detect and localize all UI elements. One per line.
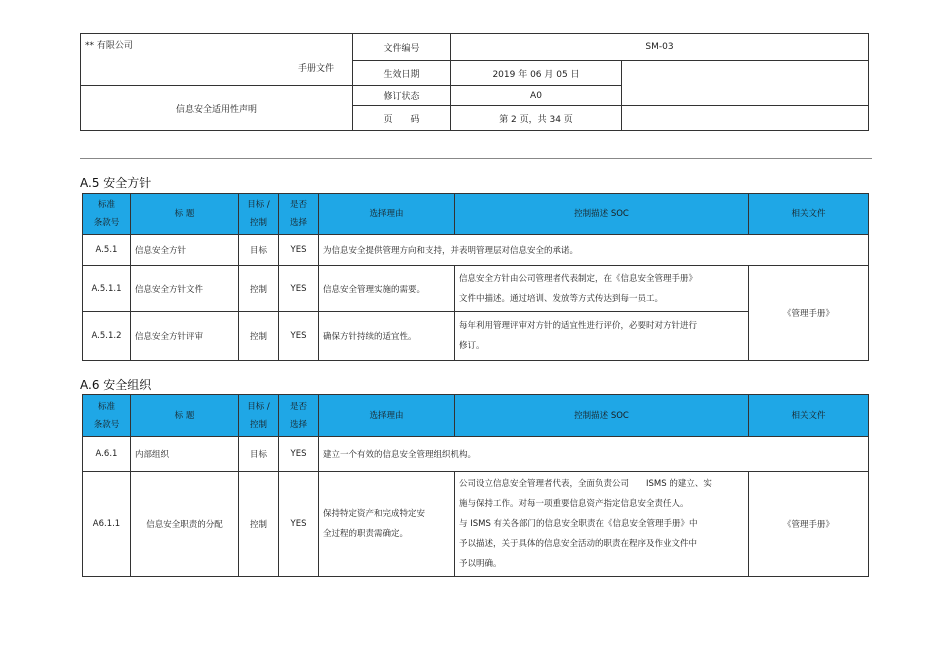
col-title: 标 题: [131, 194, 239, 235]
clause-reason: 保持特定资产和完成特定安 全过程的职责需确定。: [319, 472, 455, 577]
blank-cell: [622, 61, 869, 106]
table-row: [83, 266, 869, 312]
clause-type: 控制: [239, 472, 279, 577]
col-soc: 控制描述 SOC: [455, 194, 749, 235]
col-select: 是否 选择: [279, 395, 319, 437]
clause-title: 信息安全方针评审: [131, 312, 239, 361]
col-num: 标准 条款号: [83, 395, 131, 437]
doc-no-label: 文件编号: [353, 34, 451, 61]
col-title: 标 题: [131, 395, 239, 437]
clause-num: A6.1.1: [83, 472, 131, 577]
clause-num: A.5.1: [83, 235, 131, 266]
related-docs: 《管理手册》: [749, 266, 869, 361]
clause-reason: 建立一个有效的信息安全管理组织机构。: [319, 437, 869, 472]
clause-title: 信息安全方针: [131, 235, 239, 266]
company-name: ** 有限公司: [85, 41, 133, 51]
col-select: 是否 选择: [279, 194, 319, 235]
col-docs: 相关文件: [749, 194, 869, 235]
col-target: 目标 / 控制: [239, 194, 279, 235]
clause-reason: 信息安全管理实施的需要。: [319, 266, 455, 312]
clause-reason: 为信息安全提供管理方向和支持，并表明管理层对信息安全的承诺。: [319, 235, 869, 266]
col-reason: 选择理由: [319, 395, 455, 437]
clause-soc: 公司设立信息安全管理者代表，全面负责公司 ISMS 的建立、实 施与保持工作。对每一项重要信息资产指定信息安全责任人。 与 ISMS 有关各部门的信息安全职责在《信息安全管理手册》中 予以描述，关于具体的信息安全活动的职责在程序及作业文件中 予以明确。: [455, 472, 749, 577]
manual-label: 手册文件: [298, 64, 335, 74]
company-cell: [81, 34, 353, 86]
clause-select: YES: [279, 312, 319, 361]
clause-num: A.6.1: [83, 437, 131, 472]
page-label: 页 码: [353, 106, 451, 131]
clause-select: YES: [279, 472, 319, 577]
col-target: 目标 / 控制: [239, 395, 279, 437]
clause-table: [82, 394, 869, 577]
col-docs: 相关文件: [749, 395, 869, 437]
clause-select: YES: [279, 266, 319, 312]
section-heading: A.6 安全组织: [80, 378, 152, 392]
clause-type: 控制: [239, 266, 279, 312]
page-value: 第 2 页，共 34 页: [451, 106, 622, 131]
clause-soc: 信息安全方针由公司管理者代表制定，在《信息安全管理手册》 文件中描述。通过培训、发放等方式传达到每一员工。: [455, 266, 749, 312]
effective-label: 生效日期: [353, 61, 451, 86]
col-num: 标准 条款号: [83, 194, 131, 235]
divider: [80, 158, 872, 159]
clause-table: [82, 193, 869, 361]
col-reason: 选择理由: [319, 194, 455, 235]
clause-soc: 每年利用管理评审对方针的适宜性进行评价，必要时对方针进行 修订。: [455, 312, 749, 361]
clause-select: YES: [279, 437, 319, 472]
section-heading: A.5 安全方针: [80, 176, 152, 190]
blank-cell-2: [622, 106, 869, 131]
clause-type: 控制: [239, 312, 279, 361]
clause-title: 信息安全职责的分配: [131, 472, 239, 577]
clause-type: 目标: [239, 235, 279, 266]
clause-num: A.5.1.2: [83, 312, 131, 361]
clause-title: 信息安全方针文件: [131, 266, 239, 312]
table-row: [83, 235, 869, 266]
doc-no-value: SM-03: [451, 34, 869, 61]
clause-reason: 确保方针持续的适宜性。: [319, 312, 455, 361]
document-header: [80, 33, 869, 131]
clause-title: 内部组织: [131, 437, 239, 472]
revision-label: 修订状态: [353, 86, 451, 106]
table-row: [83, 437, 869, 472]
table-row: [83, 472, 869, 577]
document-title: 信息安全适用性声明: [81, 86, 353, 131]
related-docs: 《管理手册》: [749, 472, 869, 577]
clause-select: YES: [279, 235, 319, 266]
clause-type: 目标: [239, 437, 279, 472]
effective-value: 2019 年 06 月 05 日: [451, 61, 622, 86]
revision-value: A0: [451, 86, 622, 106]
clause-num: A.5.1.1: [83, 266, 131, 312]
col-soc: 控制描述 SOC: [455, 395, 749, 437]
